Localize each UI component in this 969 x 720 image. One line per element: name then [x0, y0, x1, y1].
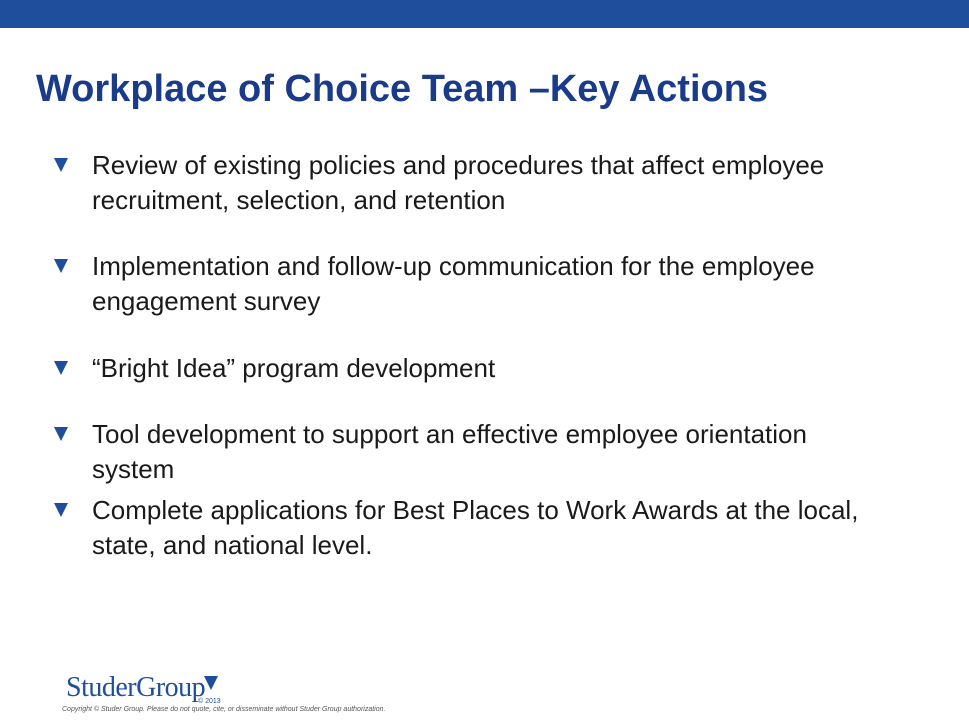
triangle-down-icon [204, 676, 218, 690]
bullet-text: Implementation and follow-up communication for the employee engagement survey [92, 251, 815, 316]
logo-year: © 2013 [198, 698, 221, 705]
bullet-text: Review of existing policies and procedures that affect employee recruitment, selection, and retention [92, 150, 825, 215]
header-bar [0, 0, 969, 28]
triangle-down-icon [54, 158, 68, 172]
bullet-item [50, 417, 880, 487]
bullet-text: “Bright Idea” program development [92, 353, 496, 383]
slide-title: Workplace of Choice Team –Key Actions [36, 68, 769, 110]
bullet-item [50, 148, 880, 218]
studer-group-logo [66, 672, 266, 706]
bullet-text: Tool development to support an effective employee orientation system [92, 419, 807, 484]
triangle-down-icon [54, 361, 68, 375]
bullet-item [50, 249, 880, 319]
bullet-text: Complete applications for Best Places to Work Awards at the local, state, and national level. [92, 495, 859, 560]
bullet-list [50, 148, 880, 563]
triangle-down-icon [54, 427, 68, 441]
logo-text: StuderGroup [66, 672, 206, 703]
bullet-item [50, 351, 880, 386]
copyright-notice: Copyright © Studer Group. Please do not quote, cite, or disseminate without Studer Group authorization. [62, 706, 386, 713]
triangle-down-icon [54, 259, 68, 273]
bullet-item [50, 493, 880, 563]
triangle-down-icon [54, 503, 68, 517]
